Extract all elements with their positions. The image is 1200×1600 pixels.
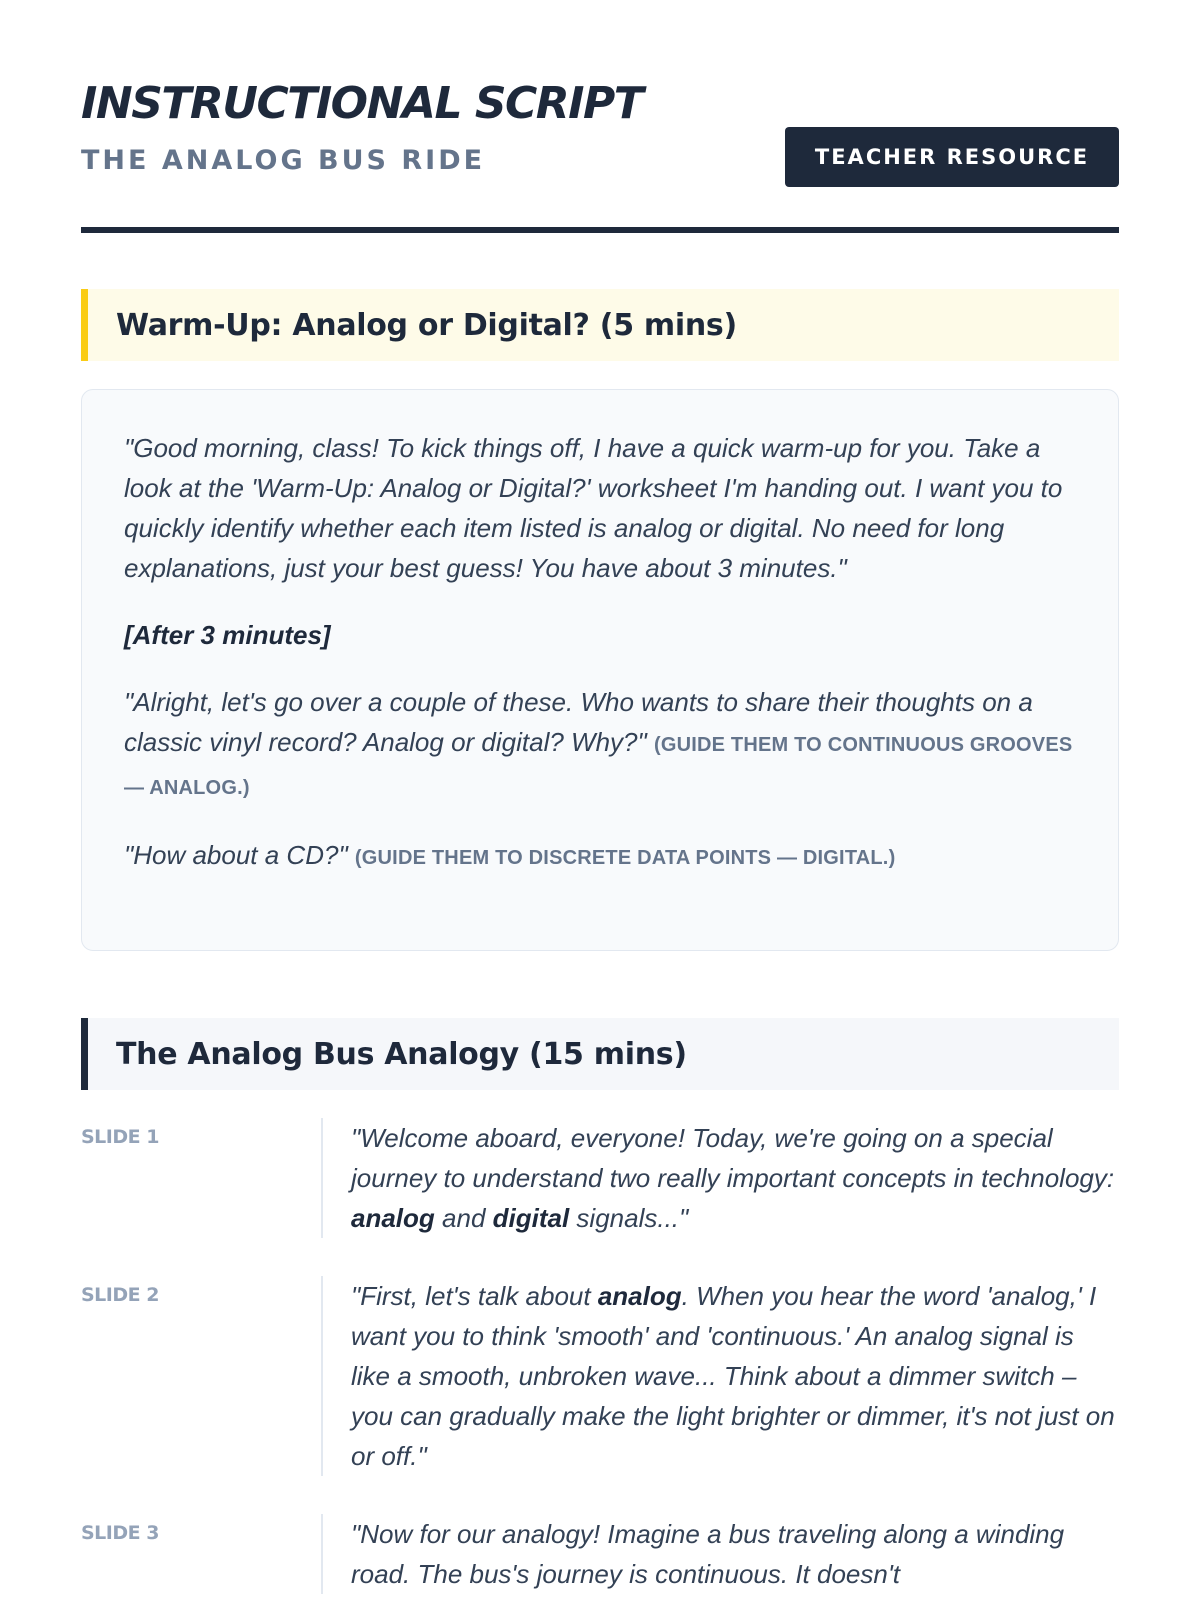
stage-direction: [After 3 minutes]	[124, 620, 331, 650]
document-subtitle: THE ANALOG BUS RIDE	[81, 145, 486, 176]
slide-script-text	[321, 1514, 1119, 1594]
slide-text-bold: analog	[351, 1203, 435, 1233]
slide-text-bold: analog	[597, 1281, 682, 1311]
warmup-intro: "Good morning, class! To kick things off, I have a quick warm-up for you. Take a look at the 'Warm-Up: Analog or Digital?' worksheet I'm handing out. I want you to quickly identify whether each item listed is analog or digital. No need for long explanations, just your best guess! You have about 3 minutes."	[124, 433, 1063, 583]
cd-question-paragraph	[124, 835, 1076, 878]
slide-script-list	[81, 1118, 1119, 1594]
slide-script-text	[321, 1118, 1119, 1238]
analogy-heading-text: The Analog Bus Analogy (15 mins)	[116, 1036, 687, 1072]
cd-question: "How about a CD?"	[124, 840, 348, 870]
warmup-heading-text: Warm-Up: Analog or Digital? (5 mins)	[116, 307, 737, 343]
slide-text-part: "Now for our analogy! Imagine a bus traveling along a winding road. The bus's journey is continuous. It doesn't	[351, 1519, 1065, 1589]
vinyl-question: "Alright, let's go over a couple of these. Who wants to share their thoughts on a classic vinyl record? Analog or digital? Why?"	[124, 687, 1033, 757]
slide-row	[81, 1276, 1119, 1476]
slide-row	[81, 1118, 1119, 1238]
slide-text-bold: digital	[492, 1203, 570, 1233]
vinyl-teacher-note: (GUIDE THEM TO CONTINUOUS GROOVES — ANALOG.)	[124, 734, 1073, 799]
slide-script-text	[321, 1276, 1119, 1476]
warmup-script-box	[81, 389, 1119, 951]
document-title: INSTRUCTIONAL SCRIPT	[81, 78, 643, 129]
slide-text-part: "First, let's talk about	[351, 1281, 598, 1311]
warmup-section-heading	[81, 289, 1119, 361]
document-header	[81, 0, 1119, 233]
cd-teacher-note: (GUIDE THEM TO DISCRETE DATA POINTS — DIGITAL.)	[354, 847, 896, 869]
slide-label: SLIDE 3	[81, 1522, 159, 1544]
slide-text-part: . When you hear the word 'analog,' I want you to think 'smooth' and 'continuous.' An analog signal is like a smooth, unbroken wave... Think about a dimmer switch – you can gradually make the light brighter or dimmer, it's not just on or off."	[351, 1281, 1115, 1471]
slide-label: SLIDE 1	[81, 1126, 159, 1148]
teacher-resource-badge: TEACHER RESOURCE	[785, 127, 1119, 187]
slide-text-part: "Welcome aboard, everyone! Today, we're going on a special journey to understand two really important concepts in technology:	[351, 1123, 1115, 1193]
slide-text-part: signals..."	[569, 1203, 689, 1233]
slide-label: SLIDE 2	[81, 1284, 159, 1306]
analogy-section-heading	[81, 1018, 1119, 1090]
slide-text-part: and	[434, 1203, 493, 1233]
slide-row	[81, 1514, 1119, 1594]
vinyl-question-paragraph	[124, 682, 1076, 808]
